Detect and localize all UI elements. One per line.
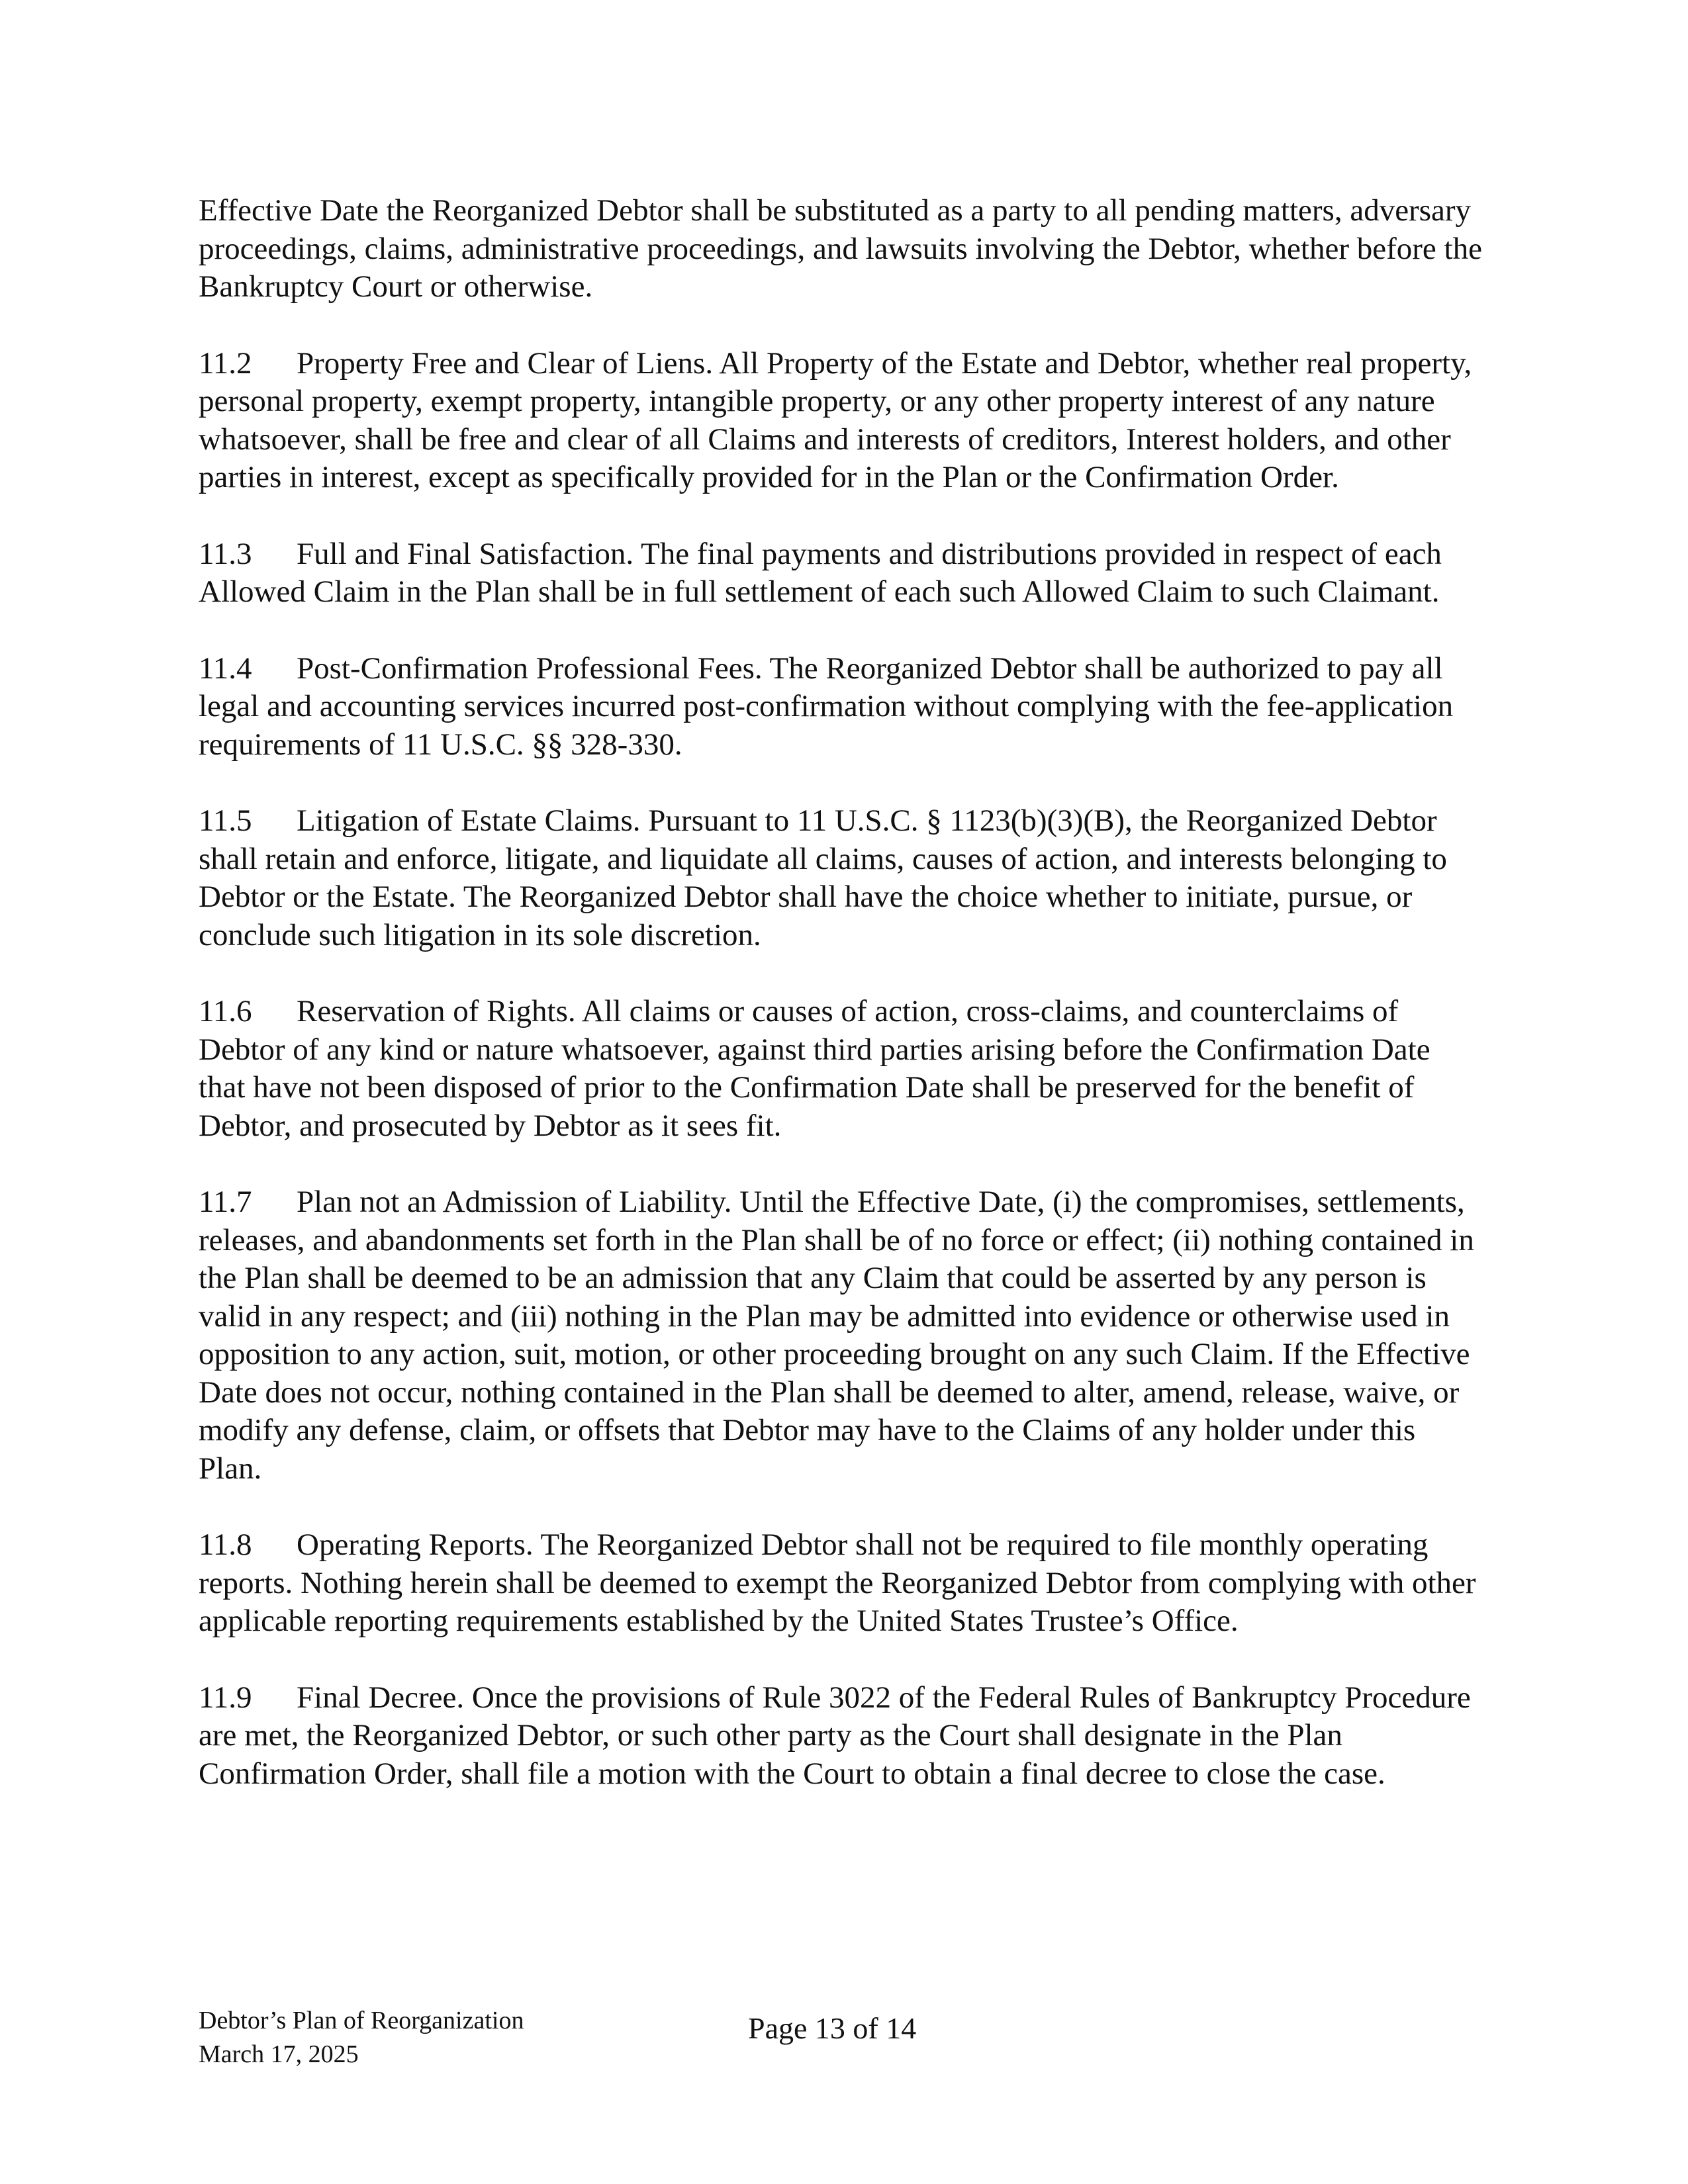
section-11-8 (199, 1526, 1483, 1641)
footer-document-title: Debtor’s Plan of Reorganization (199, 2007, 524, 2034)
section-number: 11.8 (199, 1527, 252, 1562)
section-number: 11.4 (199, 651, 252, 686)
section-11-7 (199, 1183, 1483, 1488)
section-11-9 (199, 1679, 1483, 1794)
section-11-2 (199, 345, 1483, 497)
document-body (199, 192, 1483, 1831)
section-number: 11.9 (199, 1680, 252, 1715)
footer-date: March 17, 2025 (199, 2040, 359, 2068)
section-number: 11.2 (199, 345, 252, 381)
section-11-5 (199, 802, 1483, 954)
footer-document-info (199, 2004, 524, 2071)
section-11-3 (199, 535, 1483, 612)
section-text: Operating Reports. The Reorganized Debtor shall not be required to file monthly operating reports. Nothing herein shall be deemed to exempt the Reorganized Debtor from complying with other applicable reporting requirements established by the United States Trustee’s Office. (199, 1527, 1476, 1638)
section-number: 11.3 (199, 536, 252, 571)
section-number: 11.6 (199, 994, 252, 1028)
section-11-4 (199, 650, 1483, 764)
section-text: Final Decree. Once the provisions of Rule 3022 of the Federal Rules of Bankruptcy Procedure are met, the Reorganized Debtor, or such other party as the Court shall designate in the Plan Confirmation Order, shall file a motion with the Court to obtain a final decree to close the case. (199, 1680, 1471, 1791)
section-11-6 (199, 993, 1483, 1145)
section-text: Full and Final Satisfaction. The final payments and distributions provided in respect of each Allowed Claim in the Plan shall be in full settlement of each such Allowed Claim to such Claimant. (199, 536, 1442, 609)
page-number: Page 13 of 14 (748, 2011, 917, 2045)
section-text: Property Free and Clear of Liens. All Property of the Estate and Debtor, whether real property, personal property, exempt property, intangible property, or any other property interest of any nature whatsoever, shall be free and clear of all Claims and interests of creditors, Interest holders, and other parties in interest, except as specifically provided for in the Plan or the Confirmation Order. (199, 345, 1472, 494)
section-text: Litigation of Estate Claims. Pursuant to 11 U.S.C. § 1123(b)(3)(B), the Reorganized Debtor shall retain and enforce, litigate, and liquidate all claims, causes of action, and interests belonging to Debtor or the Estate. The Reorganized Debtor shall have the choice whether to initiate, pursue, or conclude such litigation in its sole discretion. (199, 803, 1447, 952)
section-number: 11.7 (199, 1185, 252, 1219)
section-text: Plan not an Admission of Liability. Until the Effective Date, (i) the compromises, settlements, releases, and abandonments set forth in the Plan shall be of no force or effect; (ii) nothing contained in the Plan shall be deemed to be an admission that any Claim that could be asserted by any person is valid in any respect; and (iii) nothing in the Plan may be admitted into evidence or otherwise used in opposition to any action, suit, motion, or other proceeding brought on any such Claim. If the Effective Date does not occur, nothing contained in the Plan shall be deemed to alter, amend, release, waive, or modify any defense, claim, or offsets that Debtor may have to the Claims of any holder under this Plan. (199, 1185, 1474, 1486)
intro-paragraph: Effective Date the Reorganized Debtor shall be substituted as a party to all pending matters, adversary proceedings, claims, administrative proceedings, and lawsuits involving the Debtor, whether before the Bankruptcy Court or otherwise. (199, 193, 1482, 304)
section-text: Post-Confirmation Professional Fees. The Reorganized Debtor shall be authorized to pay all legal and accounting services incurred post-confirmation without complying with the fee-application requirements of 11 U.S.C. §§ 328-330. (199, 651, 1454, 762)
section-text: Reservation of Rights. All claims or causes of action, cross-claims, and counterclaims of Debtor of any kind or nature whatsoever, against third parties arising before the Confirmation Date that have not been disposed of prior to the Confirmation Date shall be preserved for the benefit of Debtor, and prosecuted by Debtor as it sees fit. (199, 994, 1430, 1143)
section-number: 11.5 (199, 803, 252, 838)
